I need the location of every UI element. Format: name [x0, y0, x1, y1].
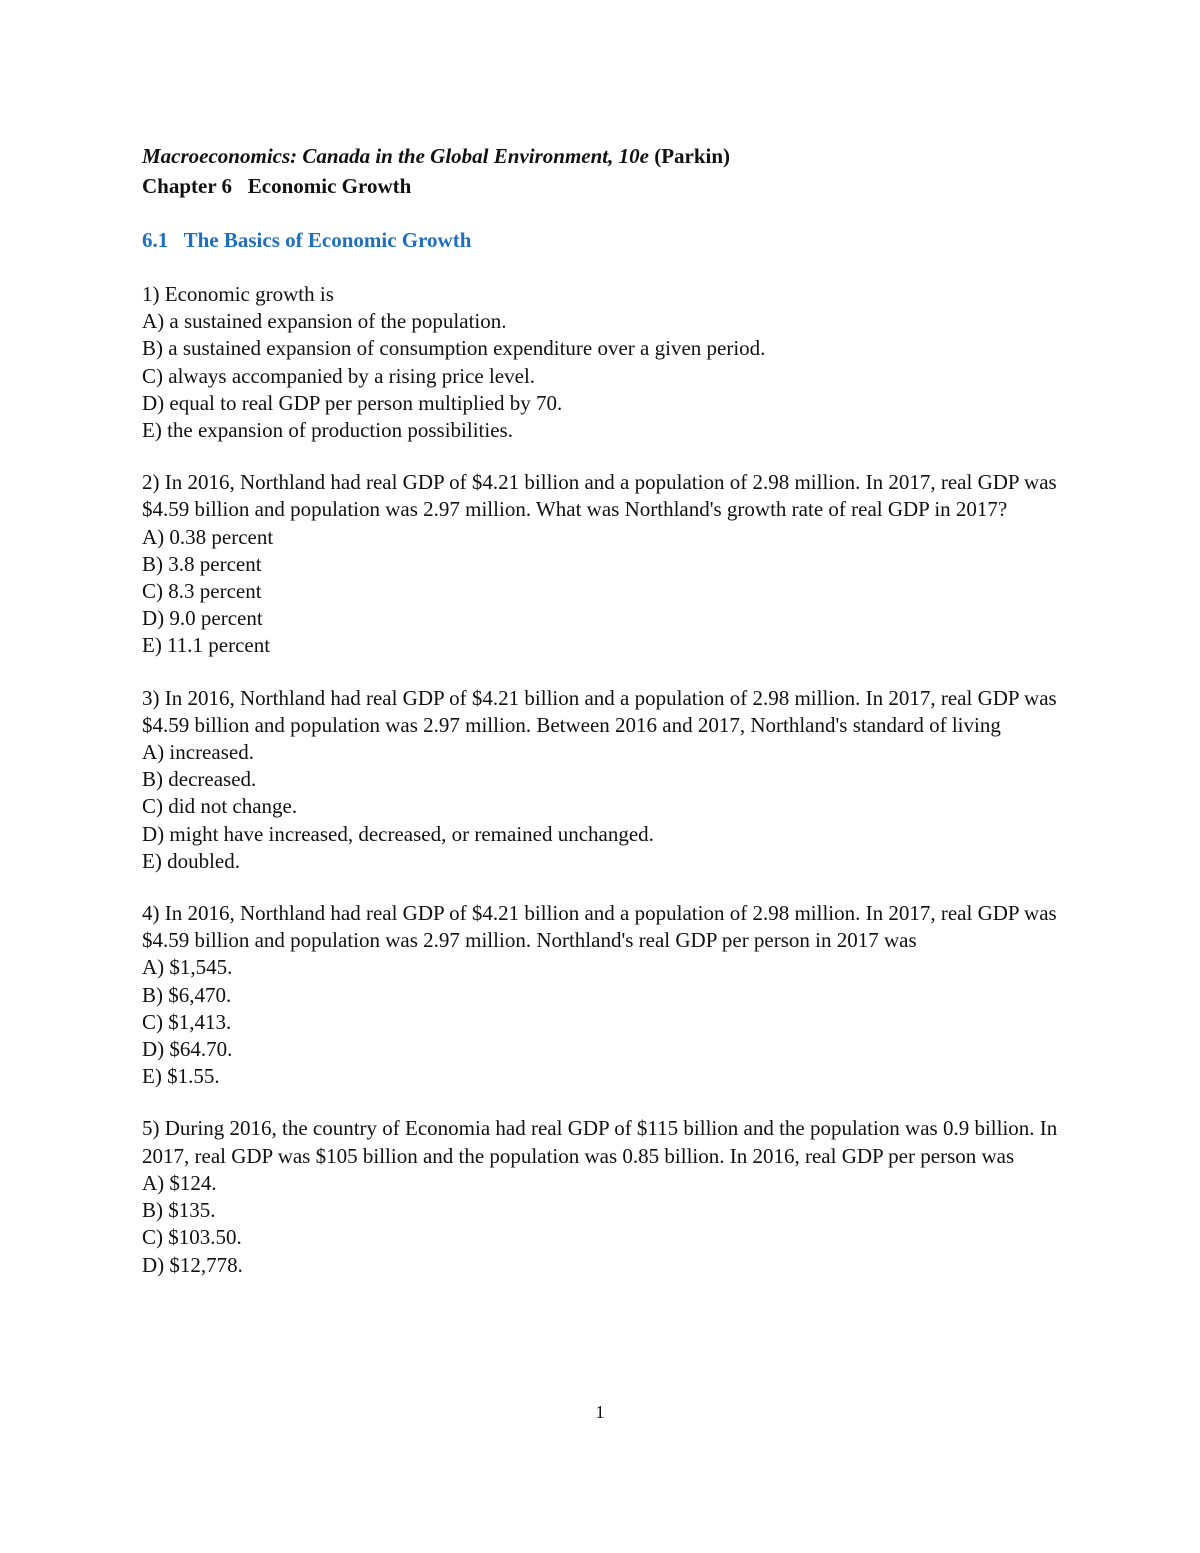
question-stem: 1) Economic growth is	[142, 282, 334, 306]
answer-option-a: A) $124.	[142, 1170, 217, 1195]
book-author: (Parkin)	[648, 144, 731, 168]
answer-option-e: E) 11.1 percent	[142, 633, 271, 658]
chapter-heading: Chapter 6 Economic Growth	[142, 174, 412, 198]
answer-option-a: A) a sustained expansion of the population.	[142, 309, 507, 334]
answer-option-e: E) $1.55.	[142, 1064, 220, 1089]
answer-option-c: C) always accompanied by a rising price level.	[142, 363, 536, 388]
question-stem: 2) In 2016, Northland had real GDP of $4.21 billion and a population of 2.98 million. In 2017, real GDP was $4.59 billion and population was 2.97 million. What was Northland's growth rate of real GDP in 2017?	[142, 470, 1057, 522]
answer-option-d: D) 9.0 percent	[142, 606, 263, 631]
question-stem: 5) During 2016, the country of Economia had real GDP of $115 billion and the population was 0.9 billion. In 2017, real GDP was $105 billion and the population was 0.85 billion. In 2016, real GDP per person was	[142, 1116, 1058, 1168]
answer-option-a: A) 0.38 percent	[142, 524, 274, 549]
question-5	[142, 1115, 1072, 1278]
page-number: 1	[595, 1402, 605, 1422]
answer-option-d: D) $64.70.	[142, 1037, 233, 1062]
answer-option-a: A) increased.	[142, 740, 254, 765]
answer-option-d: D) might have increased, decreased, or remained unchanged.	[142, 821, 654, 846]
answer-option-b: B) $135.	[142, 1198, 216, 1223]
question-stem: 3) In 2016, Northland had real GDP of $4.21 billion and a population of 2.98 million. In 2017, real GDP was $4.59 billion and population was 2.97 million. Between 2016 and 2017, Northland's standard of living	[142, 685, 1057, 737]
answer-option-d: D) equal to real GDP per person multiplied by 70.	[142, 390, 563, 415]
question-3	[142, 685, 1072, 875]
question-1	[142, 281, 1072, 444]
answer-option-c: C) $1,413.	[142, 1009, 232, 1034]
answer-option-b: B) $6,470.	[142, 982, 232, 1007]
answer-option-e: E) the expansion of production possibilities.	[142, 418, 513, 443]
section-heading: 6.1 The Basics of Economic Growth	[142, 228, 472, 252]
answer-option-b: B) a sustained expansion of consumption expenditure over a given period.	[142, 336, 766, 361]
answer-option-c: C) $103.50.	[142, 1225, 242, 1250]
answer-option-b: B) 3.8 percent	[142, 551, 262, 576]
question-2	[142, 469, 1072, 659]
question-4	[142, 900, 1072, 1090]
question-stem: 4) In 2016, Northland had real GDP of $4.21 billion and a population of 2.98 million. In 2017, real GDP was $4.59 billion and population was 2.97 million. Northland's real GDP per person in 2017 was	[142, 901, 1057, 953]
answer-option-b: B) decreased.	[142, 767, 257, 792]
answer-option-e: E) doubled.	[142, 848, 240, 873]
book-title-text: Macroeconomics: Canada in the Global Environment, 10e	[142, 144, 649, 168]
book-title	[142, 140, 1072, 172]
page-content	[142, 140, 1072, 1279]
answer-option-a: A) $1,545.	[142, 955, 233, 980]
answer-option-c: C) 8.3 percent	[142, 579, 262, 604]
answer-option-d: D) $12,778.	[142, 1252, 243, 1277]
answer-option-c: C) did not change.	[142, 794, 298, 819]
